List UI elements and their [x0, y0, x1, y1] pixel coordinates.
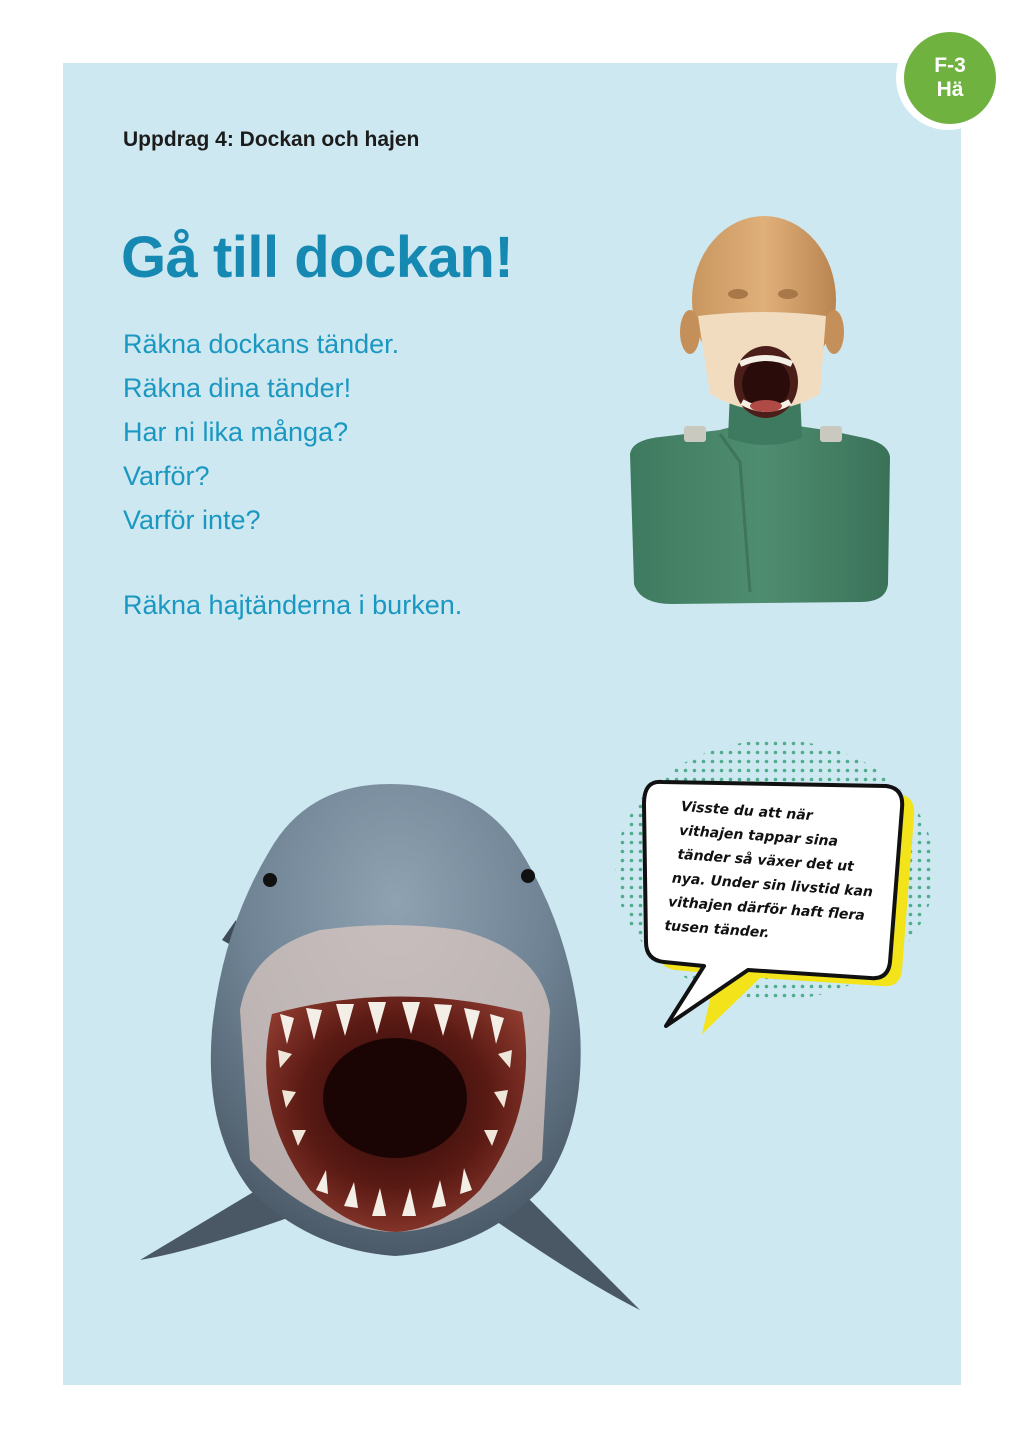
shark-task: Räkna hajtänderna i burken.: [123, 590, 463, 620]
bubble-line: vithajen tappar sina: [678, 822, 839, 850]
shark-open-mouth-image: [140, 780, 650, 1320]
bubble-line: Visste du att när: [680, 798, 814, 825]
fact-speech-bubble: [600, 730, 940, 1050]
instruction-list: [123, 322, 399, 542]
instruction-item: Räkna dockans tänder.: [123, 329, 400, 359]
page-title: Gå till dockan!: [121, 225, 514, 290]
bubble-line: tänder så växer det ut: [676, 846, 855, 876]
instruction-item: Har ni lika många?: [123, 417, 349, 447]
dental-doll-image: [620, 212, 900, 612]
mission-label: Uppdrag 4: Dockan och hajen: [123, 128, 420, 151]
bubble-line: tusen tänder.: [663, 918, 770, 942]
grade-badge-line1: F-3: [934, 54, 966, 77]
instruction-item: Räkna dina tänder!: [123, 373, 352, 403]
instruction-item: Varför?: [123, 461, 210, 491]
bubble-line: nya. Under sin livstid kan: [671, 870, 874, 901]
grade-badge: [904, 32, 996, 124]
grade-badge-line2: Hä: [936, 78, 964, 101]
instruction-item: Varför inte?: [123, 505, 261, 535]
bubble-line: vithajen därför haft flera: [667, 894, 866, 924]
